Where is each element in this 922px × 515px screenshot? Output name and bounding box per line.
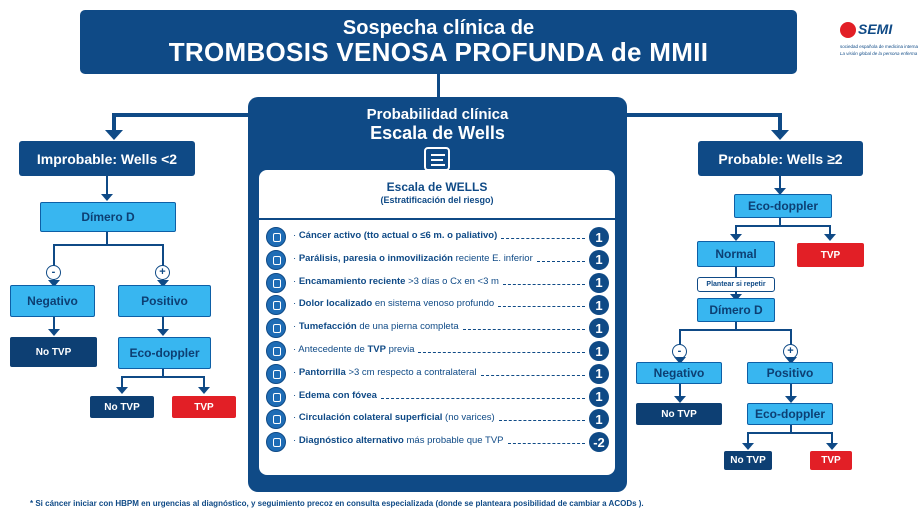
points-badge: 1: [589, 387, 609, 407]
criterion-text: >3 días o Cx en <3 m: [405, 275, 499, 287]
wells-criterion-label: · Cáncer activo (tto actual o ≤6 m. o paliativo): [293, 230, 498, 241]
divider: [259, 218, 615, 220]
criterion-text: reciente E. inferior: [453, 252, 533, 264]
normal-box: Normal: [697, 241, 775, 267]
points-badge: 1: [589, 295, 609, 315]
dashed-leader: [498, 306, 585, 307]
criterion-text-bold: Parálisis, paresia o inmovilización: [298, 252, 453, 264]
footnote: * Si cáncer iniciar con HBPM en urgencias al diagnóstico, y seguimiento precoz en consulta especializada (donde se planteara posibilidad de cambiar a ACODs ).: [30, 499, 644, 508]
points-badge: 1: [589, 364, 609, 384]
points-badge: 1: [589, 318, 609, 338]
minus-badge: -: [672, 344, 687, 359]
wells-criterion-row: [259, 318, 615, 340]
leg-swelling-icon: [266, 318, 286, 338]
history-icon: [266, 341, 286, 361]
arrow-down-icon: [730, 234, 742, 241]
wells-criterion-label: · Tumefacción de una pierna completa: [293, 321, 459, 333]
semi-logo: [840, 20, 918, 70]
tvp-box: TVP: [797, 243, 864, 267]
criterion-text: Antecedente de: [298, 344, 368, 355]
logo-tagline-1: sociedad española de medicina interna: [840, 44, 919, 49]
criterion-text: (no varices): [442, 412, 495, 424]
connector: [106, 176, 108, 196]
wells-criterion-row: [259, 364, 615, 386]
ribbon-icon: [266, 227, 286, 247]
checklist-icon: [424, 147, 450, 171]
arrow-down-icon: [198, 387, 210, 394]
arrow-down-icon: [824, 234, 836, 241]
connector: [112, 113, 116, 131]
connector: [735, 267, 737, 277]
wells-criterion-label: · Circulación colateral superficial (no varices): [293, 412, 495, 424]
eco-doppler-box: Eco-doppler: [734, 194, 832, 218]
plus-badge: +: [783, 344, 798, 359]
arrow-down-icon: [157, 329, 169, 336]
dashed-leader: [418, 352, 585, 353]
criterion-text-bold: Pantorrilla: [298, 366, 346, 378]
negativo-box: Negativo: [10, 285, 95, 317]
dashed-leader: [503, 284, 585, 285]
logo-tagline-2: La visión global de la persona enferma: [840, 51, 918, 56]
points-badge: 1: [589, 250, 609, 270]
bed-icon: [266, 273, 286, 293]
wells-criterion-row: [259, 387, 615, 409]
connector: [106, 232, 108, 244]
dashed-leader: [508, 443, 585, 444]
no-tvp-box: No TVP: [724, 451, 772, 470]
wells-panel-title-2: Escala de Wells: [370, 122, 505, 143]
criterion-text-bold: Encamamiento reciente: [298, 275, 406, 287]
arrow-down-icon: [785, 396, 797, 403]
negativo-box: Negativo: [636, 362, 722, 384]
criterion-text: previa: [385, 344, 415, 355]
wells-criterion-label: · Encamamiento reciente >3 días o Cx en <3 m: [293, 275, 499, 287]
person-icon: [266, 250, 286, 270]
connector: [53, 244, 164, 246]
wells-criterion-label: · Antecedente de TVP previa: [293, 344, 415, 355]
dashed-leader: [501, 238, 585, 239]
wells-criterion-label: · Parálisis, paresia o inmovilización reciente E. inferior: [293, 252, 533, 264]
criterion-text-bold: Circulación colateral superficial: [298, 412, 443, 424]
wells-criterion-row: [259, 432, 615, 454]
wells-panel-title-1: Probabilidad clínica: [366, 106, 509, 123]
dashed-leader: [481, 375, 585, 376]
wells-criterion-row: [259, 409, 615, 431]
connector: [437, 74, 440, 98]
replantear-box: Plantear si repetir: [697, 277, 775, 292]
arrow-down-icon: [48, 329, 60, 336]
wells-criterion-label: · Edema con fóvea: [293, 389, 377, 401]
minus-badge: -: [46, 265, 61, 280]
wells-card: [259, 170, 615, 475]
arrow-down-icon: [826, 443, 838, 450]
veins-icon: [266, 409, 286, 429]
connector: [735, 225, 831, 227]
title-line-1: Sospecha clínica de: [342, 16, 535, 39]
dashed-leader: [499, 420, 585, 421]
no-tvp-box: No TVP: [90, 396, 154, 418]
diagnosis-icon: [266, 432, 286, 452]
points-badge: 1: [589, 273, 609, 293]
calf-icon: [266, 364, 286, 384]
arrow-down-icon: [101, 194, 113, 201]
edema-icon: [266, 387, 286, 407]
arrow-down-icon: [105, 130, 123, 140]
logo-name: SEMI: [858, 21, 893, 37]
wells-criterion-row: [259, 227, 615, 249]
wells-card-title: Escala de WELLS: [386, 180, 488, 194]
criterion-text-bold: Tumefacción: [298, 321, 357, 333]
wells-criterion-label: · Dolor localizado en sistema venoso profundo: [293, 298, 495, 310]
wells-criterion-label: · Pantorrilla >3 cm respecto a contralateral: [293, 366, 477, 378]
plus-badge: +: [155, 265, 170, 280]
wells-card-subtitle: (Estratificación del riesgo): [380, 195, 494, 205]
connector: [679, 329, 792, 331]
title-banner: [80, 10, 797, 74]
positivo-box: Positivo: [118, 285, 211, 317]
criterion-text: más probable que TVP: [403, 435, 504, 447]
points-badge: 1: [589, 227, 609, 247]
pain-icon: [266, 295, 286, 315]
wells-criterion-label: · Diagnóstico alternativo más probable que TVP: [293, 435, 504, 447]
connector: [747, 432, 833, 434]
wells-criterion-row: [259, 250, 615, 272]
dimero-d-box: Dímero D: [697, 298, 775, 322]
criterion-text: >3 cm respecto a contralateral: [345, 366, 477, 378]
criterion-text-bold: Diagnóstico alternativo: [298, 435, 404, 447]
criterion-text: de una pierna completa: [356, 321, 459, 333]
wells-criterion-row: [259, 273, 615, 295]
tvp-box: TVP: [810, 451, 852, 470]
criterion-text-bold: Cáncer activo (tto actual o ≤6 m. o paliativo): [298, 230, 498, 241]
no-tvp-box: No TVP: [636, 403, 722, 425]
wells-criterion-row: [259, 341, 615, 363]
criterion-text-bold: Dolor localizado: [298, 298, 373, 310]
no-tvp-box: No TVP: [10, 337, 97, 367]
connector: [121, 376, 205, 378]
connector: [778, 113, 782, 131]
arrow-down-icon: [674, 396, 686, 403]
tvp-box: TVP: [172, 396, 236, 418]
eco-doppler-box: Eco-doppler: [747, 403, 833, 425]
points-badge: 1: [589, 409, 609, 429]
dimero-d-box: Dímero D: [40, 202, 176, 232]
arrow-down-icon: [771, 130, 789, 140]
wells-panel-title: [248, 107, 627, 143]
dashed-leader: [381, 398, 585, 399]
positivo-box: Positivo: [747, 362, 833, 384]
points-badge: -2: [589, 432, 609, 452]
improbable-header: Improbable: Wells <2: [19, 141, 195, 176]
criterion-text: en sistema venoso profundo: [372, 298, 495, 310]
criterion-text-bold: Edema con fóvea: [298, 389, 377, 401]
dashed-leader: [463, 329, 585, 330]
dashed-leader: [537, 261, 585, 262]
wells-criterion-row: [259, 295, 615, 317]
logo-dot-icon: [840, 22, 856, 38]
arrow-down-icon: [742, 443, 754, 450]
arrow-down-icon: [116, 387, 128, 394]
criterion-text-bold: TVP: [367, 344, 386, 355]
probable-header: Probable: Wells ≥2: [698, 141, 863, 176]
points-badge: 1: [589, 341, 609, 361]
eco-doppler-box: Eco-doppler: [118, 337, 211, 369]
title-line-2: TROMBOSIS VENOSA PROFUNDA de MMII: [168, 36, 709, 67]
